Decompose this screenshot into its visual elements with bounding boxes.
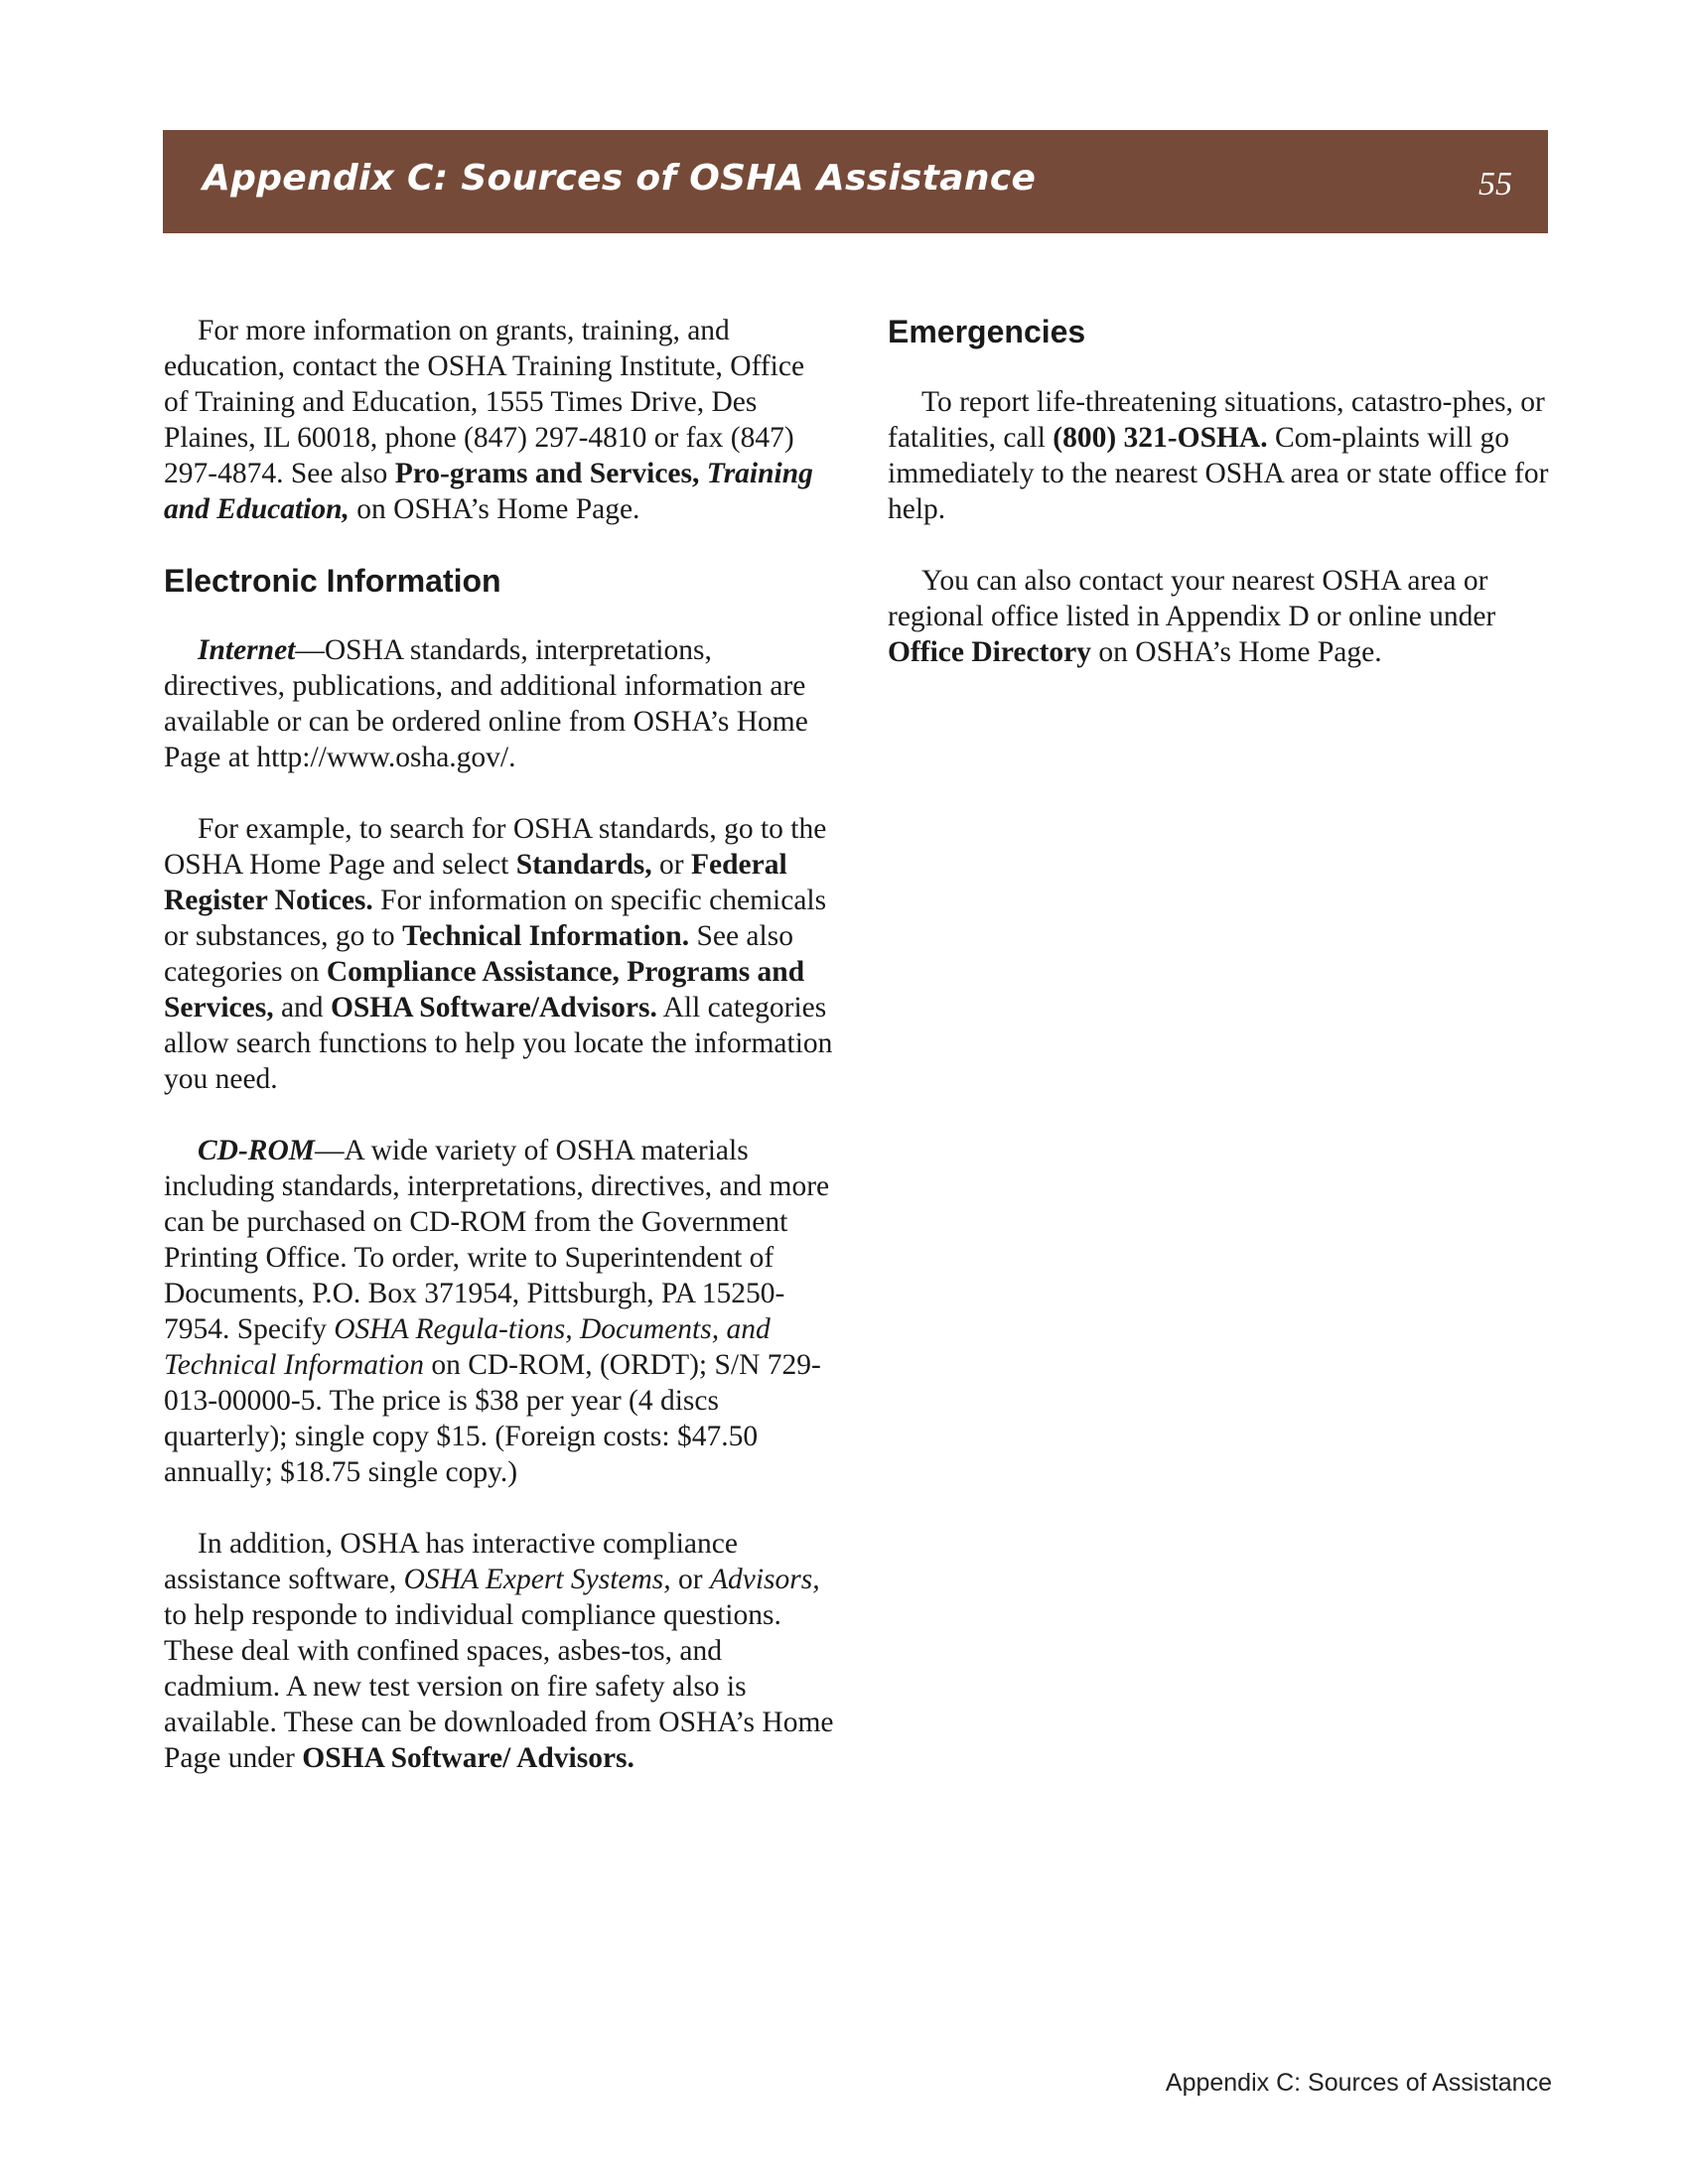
text-run: and: [273, 992, 331, 1024]
text-run: For example, to search for OSHA standards, go to the OSHA Home Page and select: [164, 813, 827, 881]
italic-run: OSHA Regula-tions, Documents, and Technical Information: [164, 1313, 771, 1381]
text-run: on OSHA’s Home Page.: [349, 493, 640, 525]
bold-italic-run: Training and Education,: [164, 458, 813, 525]
italic-run: OSHA Expert Systems,: [403, 1564, 671, 1595]
bold-run: Standards,: [515, 849, 652, 881]
text-run: on CD-ROM, (ORDT); S/N 729-013-00000-5. The price is $38 per year (4 discs quarterly); single copy $15. (Foreign costs: $47.50 annually; $18.75 single copy.): [164, 1349, 821, 1488]
text-run: or: [670, 1564, 710, 1595]
bold-italic-run: Internet: [198, 634, 296, 666]
bold-run: OSHA Software/ Advisors.: [302, 1742, 634, 1774]
heading-emergencies: Emergencies: [888, 314, 1086, 349]
page-number: 55: [1478, 166, 1512, 203]
page-title: Appendix C: Sources of OSHA Assistance: [203, 158, 1037, 199]
paragraph-compliance-software: [164, 1526, 834, 1776]
text-run: In addition, OSHA has interactive compliance assistance software,: [164, 1528, 738, 1595]
page-footer: Appendix C: Sources of Assistance: [1165, 2069, 1552, 2097]
paragraph-training: [164, 313, 834, 527]
bold-run: Technical Information.: [402, 920, 690, 952]
right-column: [888, 313, 1558, 706]
text-run: See also categories on: [164, 920, 793, 988]
text-run: —OSHA standards, interpretations, directives, publications, and additional information are available or can be ordered online from OSHA’s Home Page at http://www.osha.gov/.: [164, 634, 808, 773]
text-run: [699, 458, 706, 489]
text-run: or: [651, 849, 691, 881]
bold-run: Compliance Assistance, Programs and Services,: [164, 956, 805, 1024]
text-run: For more information on grants, training, and education, contact the OSHA Training Institute, Office of Training and Education, 1555 Times Drive, Des Plaines, IL 60018, phone (847) 297-4810 or fax (847) 297-4874. See also: [164, 315, 805, 489]
text-run: All categories allow search functions to help you locate the information you need.: [164, 992, 833, 1095]
text-run: on OSHA’s Home Page.: [1091, 636, 1382, 668]
bold-run: OSHA Software/Advisors.: [330, 992, 657, 1024]
paragraph-cd-rom: [164, 1133, 834, 1490]
paragraph-internet: [164, 632, 834, 775]
bold-run: Pro-grams and Services,: [394, 458, 700, 489]
italic-run: Advisors,: [710, 1564, 820, 1595]
header-banner: [163, 130, 1548, 233]
paragraph-search-example: [164, 811, 834, 1097]
paragraph-office-directory: [888, 563, 1558, 670]
heading-electronic-information: Electronic Information: [164, 563, 501, 599]
bold-run: Federal Register Notices.: [164, 849, 787, 916]
text-run: To report life-threatening situations, catastro-phes, or fatalities, call: [888, 386, 1545, 454]
bold-italic-run: CD-ROM: [198, 1135, 316, 1166]
text-run: —A wide variety of OSHA materials including standards, interpretations, directives, and more can be purchased on CD-ROM from the Government Printing Office. To order, write to Superintendent of Documents, P.O. Box 371954, Pittsburgh, PA 15250-7954. Specify: [164, 1135, 830, 1345]
left-column: [164, 313, 834, 1812]
paragraph-report-emergency: [888, 384, 1558, 527]
text-run: to help responde to individual compliance questions. These deal with confined spaces, asbes-tos, and cadmium. A new test version on fire safety also is available. These can be downloaded from OSHA’s Home Page under: [164, 1599, 834, 1774]
text-run: For information on specific chemicals or substances, go to: [164, 885, 827, 952]
text-run: Com-plaints will go immediately to the nearest OSHA area or state office for help.: [888, 422, 1549, 525]
bold-run: Office Directory: [888, 636, 1092, 668]
bold-run: (800) 321-OSHA.: [1053, 422, 1268, 454]
text-run: You can also contact your nearest OSHA area or regional office listed in Appendix D or online under: [888, 565, 1496, 632]
